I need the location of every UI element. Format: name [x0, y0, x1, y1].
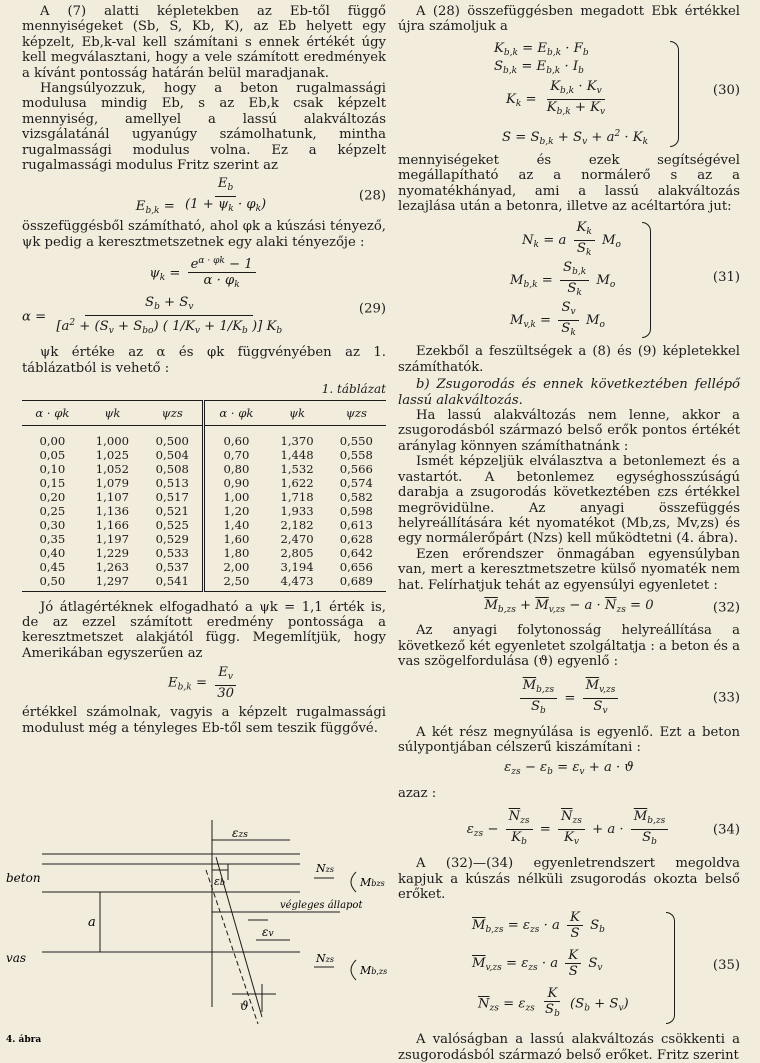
table-header: ψzs [327, 400, 386, 425]
table-cell: 0,598 [339, 503, 373, 518]
table-cell: 0,05 [39, 447, 66, 462]
equation-32: $\overline{M}_{b,zs} + \overline{M}_{v,zs} - a \cdot \overline{N}_{zs} = 0$ (32) [484, 597, 740, 616]
paragraph: Ezen erőrendszer önmagában egyensúlyban van, mert a keresztmetszetre külső nyomaték nem hat. Felírhatjuk tehát az egyensúlyi egyenletet : [398, 546, 740, 593]
label-vas: vas [6, 951, 27, 965]
table-cell: 1,107 [95, 489, 129, 504]
svg-text:εv: εv [262, 925, 274, 939]
table-cell: 0,517 [155, 489, 189, 504]
table-cell: 0,582 [339, 489, 373, 504]
table-header: ψk [267, 400, 326, 425]
paragraph: Ezekből a feszültségek a (8) és (9) képletekkel számíthatók. [398, 344, 740, 375]
table-cell: 1,60 [204, 532, 267, 546]
table-cell: 0,574 [339, 475, 373, 490]
table-cell: 1,166 [95, 517, 129, 532]
table-cell: 0,30 [39, 517, 66, 532]
table-cell: 0,513 [155, 475, 189, 490]
table-row [22, 532, 386, 546]
table-cell: 2,50 [204, 574, 267, 592]
right-column [398, 4, 740, 1063]
table-cell: 0,500 [155, 433, 189, 448]
table-row [22, 490, 386, 504]
table-cell: 1,052 [95, 461, 129, 476]
svg-text:εb: εb [214, 875, 226, 888]
equation-31: $N_k = a$ $\frac{K_k}{S_k}$ $M_o$ $M_{b,k}$ = $\frac{S_{b,k}}{S_k}$ $M_o$ $M_{v,k}$ = $\frac{S_v}{S_k}$ $M_o$ (31) [510, 220, 740, 339]
svg-text:Mbzs: Mbzs [360, 876, 385, 889]
paragraph: A (28) összefüggésben megadott Ebk értékkel újra számoljuk a [398, 4, 740, 35]
table-cell: 1,622 [280, 475, 314, 490]
table-cell: 0,566 [339, 461, 373, 476]
figure-4 [0, 812, 392, 1052]
table-cell: 0,525 [155, 517, 189, 532]
table-cell: 2,470 [280, 531, 314, 546]
svg-text:Nzs: Nzs [316, 862, 334, 875]
table-cell: 0,541 [142, 574, 204, 592]
table-cell: 0,70 [204, 448, 267, 462]
table-cell: 1,448 [280, 447, 314, 462]
label-vegleges: végleges állapot [280, 900, 363, 911]
table-cell: 0,537 [155, 559, 189, 574]
table-cell: 1,40 [204, 518, 267, 532]
table-cell: 1,532 [280, 461, 314, 476]
equation-number: (34) [712, 821, 740, 837]
paragraph: ψk értéke az α és φk függvényében az 1. táblázatból is vehető : [22, 345, 386, 376]
equation-number: 28 [364, 188, 381, 204]
table-cell: 0,613 [339, 517, 373, 532]
svg-text:Mb,zs: Mb,zs [360, 964, 388, 977]
table-cell: 0,529 [155, 531, 189, 546]
table-cell: 1,079 [95, 475, 129, 490]
table-cell: 0,15 [39, 475, 66, 490]
table-1 [22, 400, 386, 592]
table-row [22, 560, 386, 574]
svg-text:Nzs: Nzs [316, 952, 334, 965]
table-cell: 0,50 [22, 574, 83, 592]
figure-caption: 4. ábra [6, 1035, 42, 1045]
paragraph: Hangsúlyozzuk, hogy a beton rugalmassági modulusa mindig Eb, s az Eb,k csak képzelt mennyiség, amellyel a lassú alakváltozás vizsgálatánál ugyanúgy számolhatunk, mintha rugalmassági modulus volna. Ez a képzelt rugalmassági modulus Fritz szerint az [22, 81, 386, 174]
table-cell: 0,60 [204, 425, 267, 448]
equation-psi: $\psi_k$ = $\frac{e^{\alpha \cdot \varphi k} - 1}{\alpha \cdot \varphi_k}$ [22, 254, 386, 293]
svg-text:ϑ: ϑ [240, 999, 249, 1013]
equation-35: $\overline{M}_{b,zs} = \varepsilon_{zs} \cdot a$ $\frac{K}{S}$ $S_b$ $\overline{M}_{v,zs} = \varepsilon_{zs} \cdot a$ $\frac{K}{S}$ $S_v$ $\overline{N}_{zs} = \varepsilon_{zs}$ $\frac{K}{S_b}$ $(S_b + S_v)$ (35) [398, 908, 740, 1026]
table-cell: 0,521 [155, 503, 189, 518]
table-row [22, 518, 386, 532]
equation-number: (30) [712, 82, 740, 98]
table-cell: 0,45 [39, 559, 66, 574]
table-cell: 0,642 [339, 545, 373, 560]
table-cell: 1,370 [280, 433, 314, 448]
equation-number: (33) [712, 690, 740, 706]
table-cell: 1,718 [280, 489, 314, 504]
table-cell: 0,00 [39, 433, 66, 448]
paragraph: mennyiségeket és ezek segítségével megállapítható az a normálerő s az a nyomatékhányad, ami a lassú alakváltozás lezajlása után a betonra, illetve az acéltartóra jut: [398, 152, 740, 215]
equation-29: α = $\frac{S_b + S_v}{[a^2 + (S_v + S_{bo}) ( 1/K_v + 1/K_b )] K_b}$ (29) [22, 295, 386, 337]
table-row [22, 425, 386, 448]
table-cell: 0,550 [339, 433, 373, 448]
paragraph: A valóságban a lassú alakváltozás csökkenti a zsugorodásból származó belső erőket. Fritz szerint [398, 1032, 740, 1063]
equation-33: $\frac{\overline{M}_{b,zs}}{S_b}$ = $\frac{\overline{M}_{v,zs}}{S_v}$ (33) [398, 678, 740, 719]
table-cell: 1,297 [83, 574, 142, 592]
equation-number: 29 [364, 301, 381, 317]
table-cell: 0,40 [39, 545, 66, 560]
table-row [22, 462, 386, 476]
paragraph: Jó átlagértéknek elfogadható a ψk = 1,1 érték is, de az ezzel számított eredmény pontossága a keresztmetszet alakjától függ. Megemlítjük, hogy Amerikában egyszerűen az [22, 599, 386, 661]
equation-number: (35) [712, 958, 740, 974]
paragraph: összefüggésből számítható, ahol φk a kúszási tényező, ψk pedig a keresztmetszetnek egy alaki tényezője : [22, 219, 386, 250]
table-cell: 1,933 [280, 503, 314, 518]
table-cell: 1,025 [95, 447, 129, 462]
table-row [22, 546, 386, 560]
table-caption: 1. táblázat [321, 382, 386, 397]
table-cell: 4,473 [267, 574, 326, 592]
table-row [22, 448, 386, 462]
table-header: α · φk [22, 400, 83, 425]
table-row [22, 574, 386, 592]
table-cell: 2,00 [204, 560, 267, 574]
table-cell: 0,558 [339, 447, 373, 462]
paragraph: A (32)—(34) egyenletrendszert megoldva kapjuk a kúszás nélküli zsugorodás okozta belső erőket. [398, 856, 740, 902]
paragraph: A (7) alatti képletekben az Eb-től függő mennyiségeket (Sb, S, Kb, K), az Eb helyett egy képzelt, Eb,k-val kell számítani s ennek értékét úgy kell megválasztani, hogy a vele számított eredmények a kívánt pontosság határán belül maradjanak. [22, 4, 386, 81]
paragraph: A két rész megnyúlása is egyenlő. Ezt a beton súlypontjában célszerű kiszámítani : [398, 724, 740, 755]
table-cell: 1,000 [95, 433, 129, 448]
paragraph: Ismét képzeljük elválasztva a betonlemezt és a vastartót. A betonlemez egységhosszúságú darabja a zsugorodás következtében εzs értékkel megrövidülne. Az anyagi összefüggés helyreállítására két nyomatékot (Mb,zs, Mv,zs) és egy normálerőpárt (Nzs) kell működtetni (4. ábra). [398, 454, 740, 547]
table-cell: 1,136 [95, 503, 129, 518]
table-cell: 0,689 [327, 574, 386, 592]
table-cell: 0,533 [155, 545, 189, 560]
table-cell: 2,182 [280, 517, 314, 532]
svg-text:εzs: εzs [232, 826, 248, 840]
table-cell: 1,00 [204, 490, 267, 504]
table-row [22, 476, 386, 490]
table-cell: 0,628 [339, 531, 373, 546]
table-cell: 2,805 [280, 545, 314, 560]
table-header: ψk [83, 400, 142, 425]
paragraph: Ha lassú alakváltozás nem lenne, akkor a zsugorodásból származó belső erők pontos értékét aránylag könnyen számíthatnánk : [398, 408, 740, 454]
table-header: ψzs [142, 400, 204, 425]
paragraph: azaz : [398, 785, 437, 801]
section-heading: b) Zsugorodás és ennek következtében fellépő lassú alakváltozás. [398, 377, 740, 408]
table-cell: 0,10 [39, 461, 66, 476]
table-cell: 1,229 [95, 545, 129, 560]
table-cell: 0,80 [204, 462, 267, 476]
paragraph: értékkel számolnak, vagyis a képzelt rugalmassági modulust még a tényleges Eb-től sem teszik függővé. [22, 705, 386, 736]
table-cell: 1,197 [95, 531, 129, 546]
table-header: α · φk [204, 400, 267, 425]
table-cell: 0,504 [155, 447, 189, 462]
table-cell: 0,90 [204, 476, 267, 490]
table-cell: 0,656 [339, 559, 373, 574]
equation-28: $E_{b,k}$ = $\frac{E_b}{(1 + \psi_k \cdot \varphi_k)}$ (28) [135, 176, 386, 217]
table-cell: 3,194 [280, 559, 314, 574]
equation-ebk-america: $E_{b,k}$ = $\frac{E_v}{30}$ [168, 665, 234, 702]
table-row [22, 504, 386, 518]
equation-number: (32) [712, 600, 740, 616]
equation-30: $K_{b,k} = E_{b,k} \cdot F_b$ $S_{b,k} = E_{b,k} \cdot I_b$ $K_k$ = $\frac{K_{b,k} \cdot K_v}{K_{b,k} + K_v}$ $S = S_{b,k} + S_v + a^2 \cdot K_k$ (30) [494, 40, 740, 147]
table-cell: 1,80 [204, 546, 267, 560]
label-beton: beton [6, 871, 41, 885]
table-cell: 0,508 [155, 461, 189, 476]
label-a: a [88, 915, 96, 930]
table-cell: 0,20 [39, 489, 66, 504]
table-cell: 0,35 [39, 531, 66, 546]
paragraph: Az anyagi folytonosság helyreállítása a következő két egyenletet szolgáltatja : a beton és a vas szögelfordulása (ϑ) egyenlő : [398, 623, 740, 670]
equation-34: $\varepsilon_{zs}$ − $\frac{\overline{N}_{zs}}{K_b}$ = $\frac{\overline{N}_{zs}}{K_v}$ + a · $\frac{\overline{M}_{b,zs}}{S_b}$ (34) [466, 809, 740, 848]
left-column [22, 4, 386, 736]
table-cell: 1,20 [204, 504, 267, 518]
equation-strain: $\varepsilon_{zs} - \varepsilon_b = \varepsilon_v + a \cdot ϑ$ [504, 760, 634, 778]
table-cell: 1,263 [95, 559, 129, 574]
table-cell: 0,25 [39, 503, 66, 518]
equation-number: (31) [712, 270, 740, 286]
